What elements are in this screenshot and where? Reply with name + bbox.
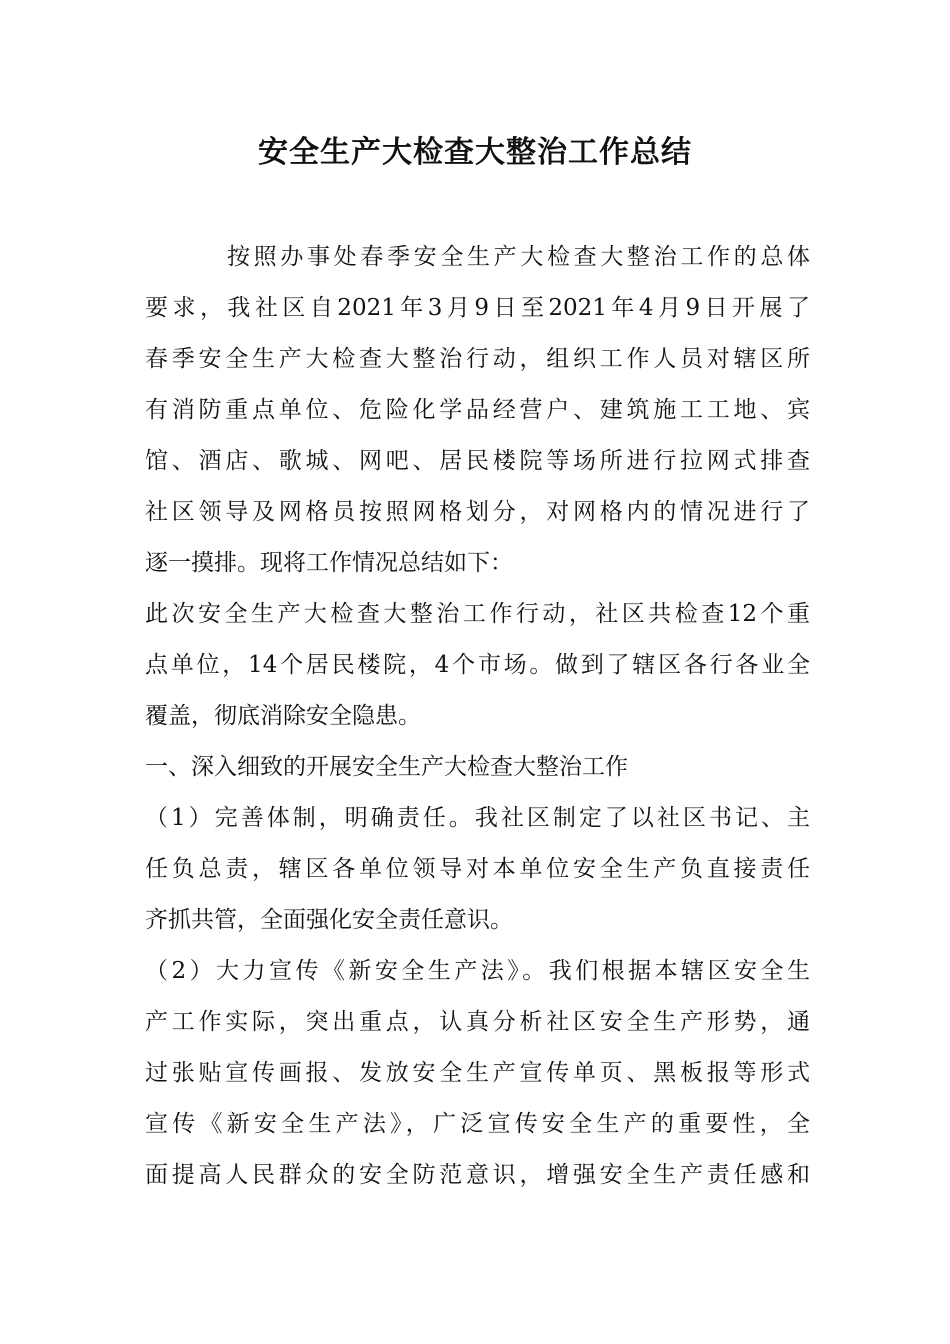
paragraph-line: （1）完善体制，明确责任。我社区制定了以社区书记、主 [145,805,810,831]
paragraph-line: 任负总责，辖区各单位领导对本单位安全生产负直接责任 [145,856,810,882]
paragraph-line: 此次安全生产大检查大整治工作行动，社区共检查12个重 [145,601,810,627]
paragraph-line: 点单位，14个居民楼院，4个市场。做到了辖区各行各业全 [145,652,810,678]
paragraph-line: 社区领导及网格员按照网格划分，对网格内的情况进行了 [145,499,810,525]
paragraph-line: 面提高人民群众的安全防范意识，增强安全生产责任感和 [145,1162,810,1188]
paragraph-line: 过张贴宣传画报、发放安全生产宣传单页、黑板报等形式 [145,1060,810,1086]
paragraph-line: 馆、酒店、歌城、网吧、居民楼院等场所进行拉网式排查 [145,448,810,474]
document-title: 安全生产大检查大整治工作总结 [258,135,692,170]
paragraph-line: 齐抓共管，全面强化安全责任意识。 [145,907,513,933]
paragraph-line: 宣传《新安全生产法》，广泛宣传安全生产的重要性，全 [145,1111,810,1137]
document-body [145,232,810,1201]
section-heading: 一、深入细致的开展安全生产大检查大整治工作 [145,754,628,780]
paragraph-line: 按照办事处春季安全生产大检查大整治工作的总体 [227,244,810,270]
paragraph-line: （2）大力宣传《新安全生产法》。我们根据本辖区安全生 [145,958,810,984]
paragraph-line: 覆盖，彻底消除安全隐患。 [145,703,421,729]
paragraph-line: 春季安全生产大检查大整治行动，组织工作人员对辖区所 [145,346,810,372]
paragraph-line: 有消防重点单位、危险化学品经营户、建筑施工工地、宾 [145,397,810,423]
paragraph-line: 产工作实际，突出重点，认真分析社区安全生产形势，通 [145,1009,810,1035]
paragraph-line: 逐一摸排。现将工作情况总结如下： [145,550,513,576]
paragraph-line: 要求，我社区自2021年3月9日至2021年4月9日开展了 [145,295,810,321]
